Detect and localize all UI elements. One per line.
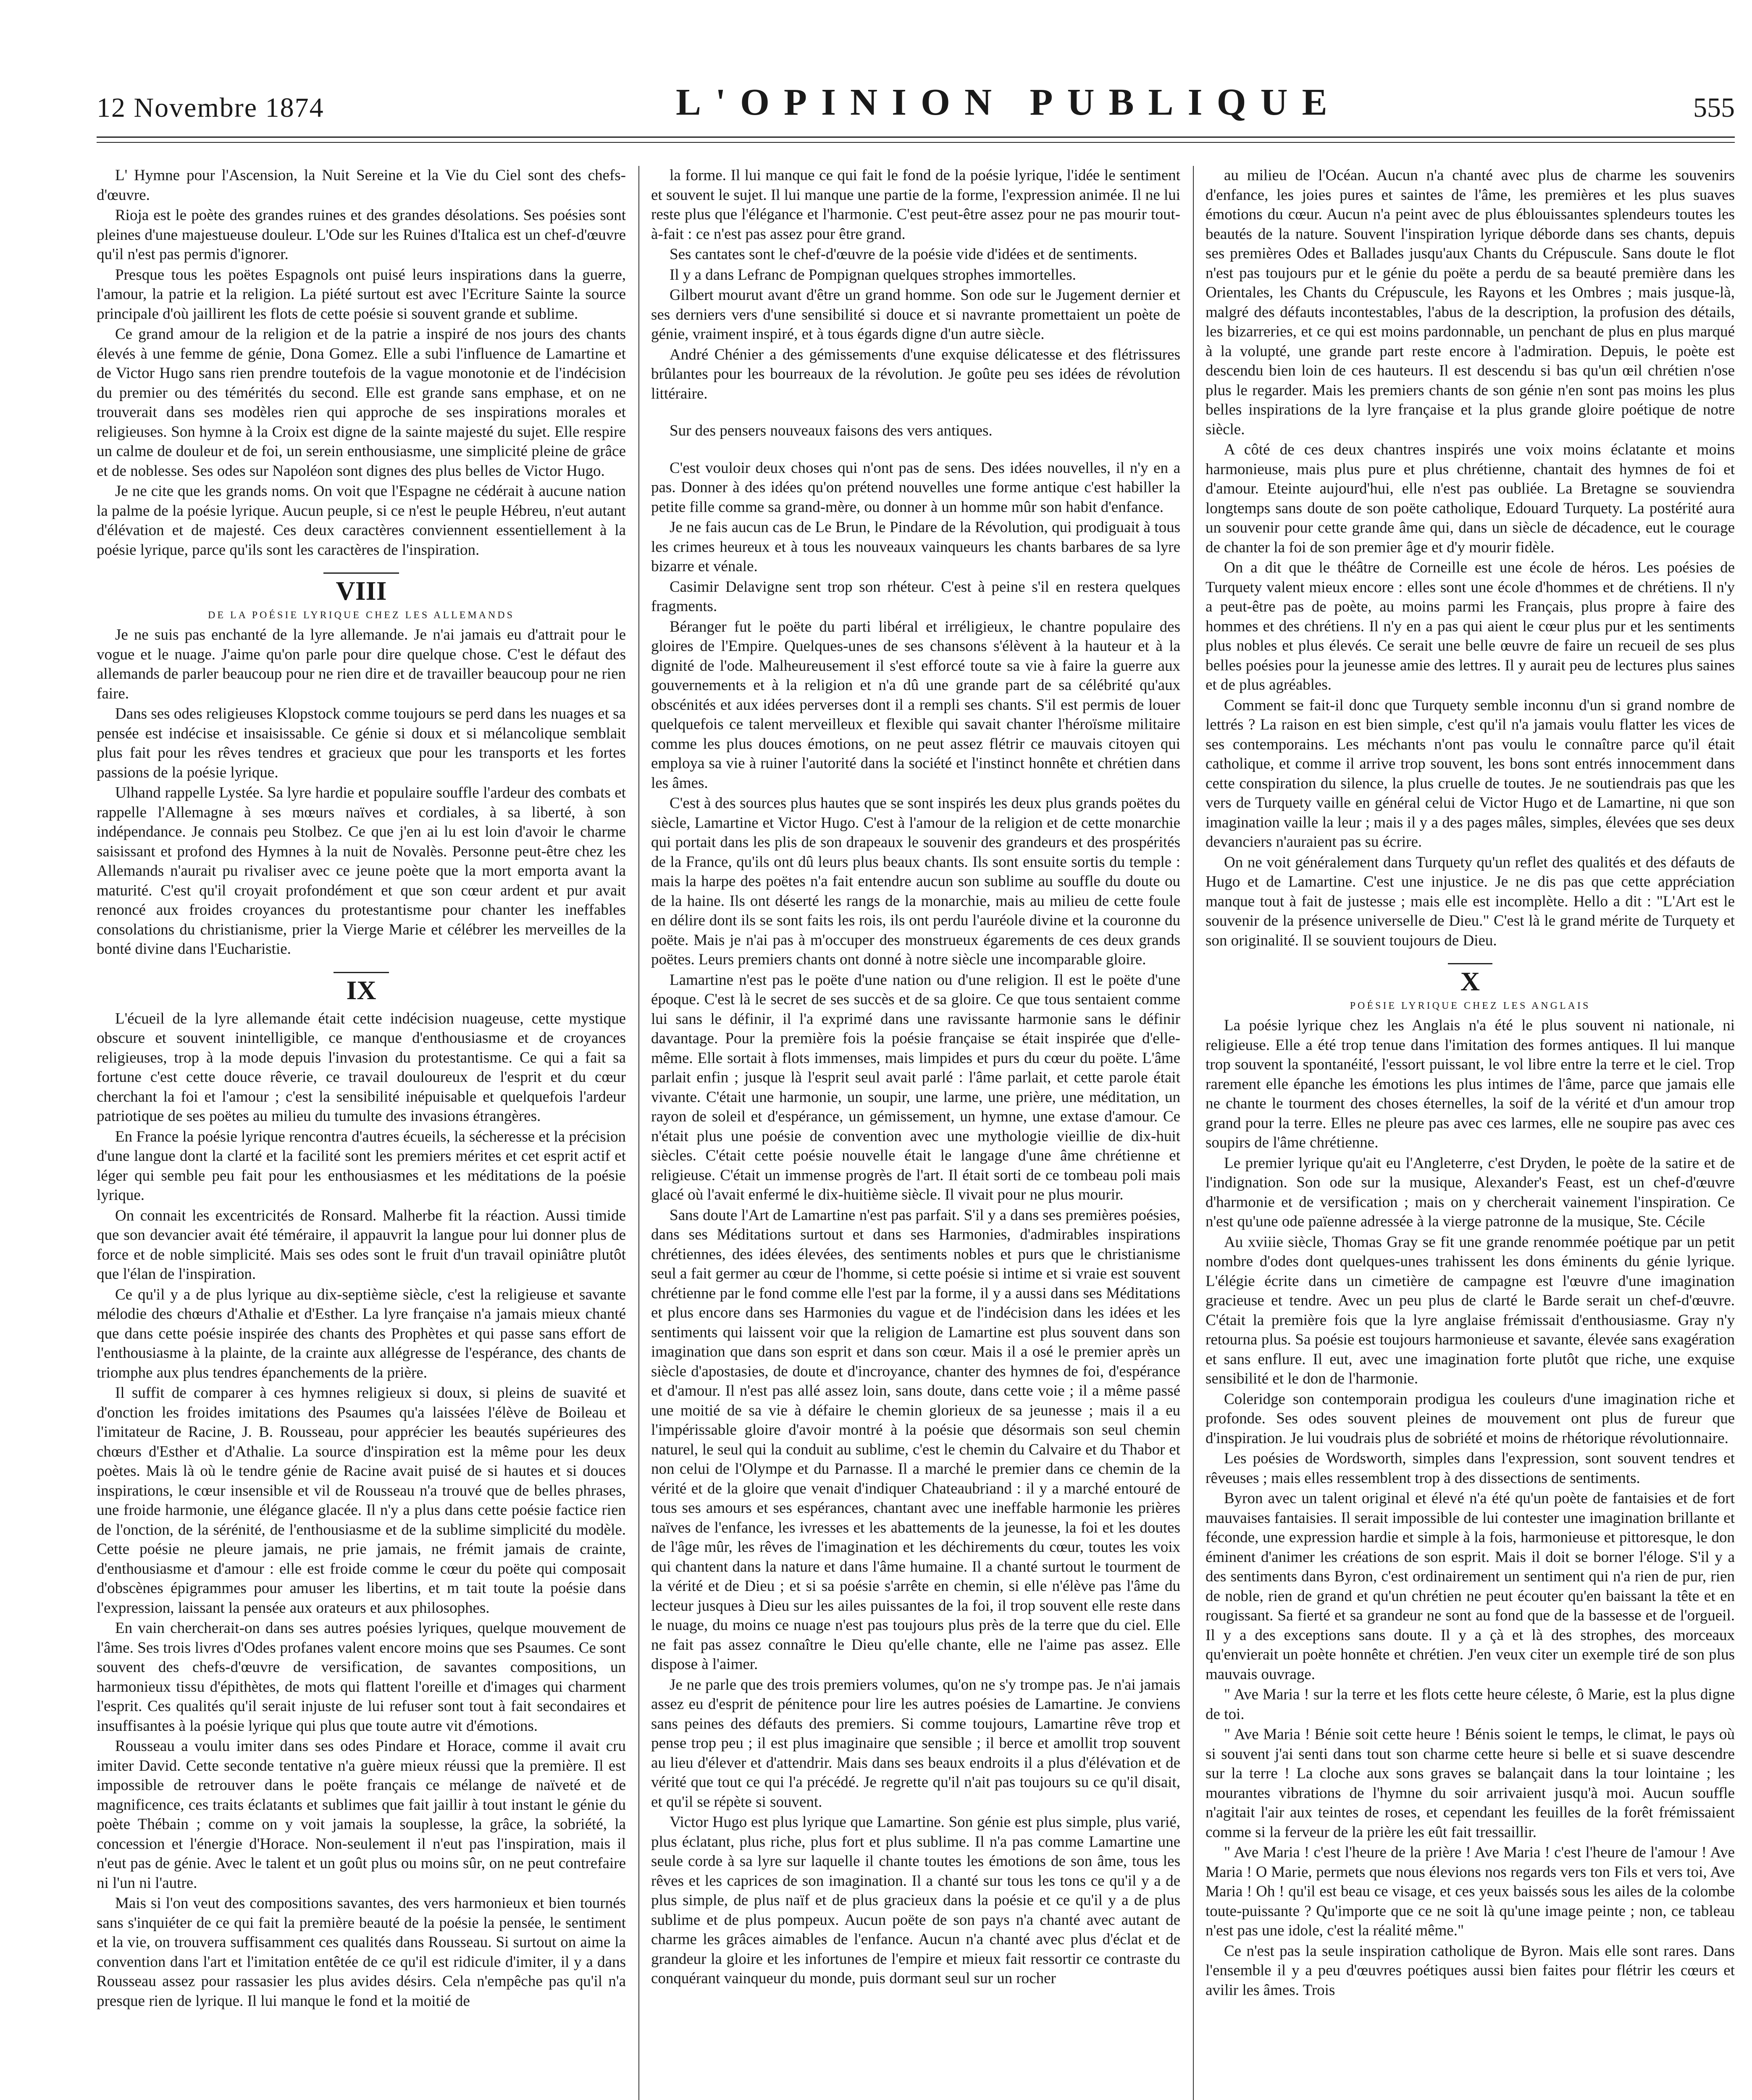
paragraph: La poésie lyrique chez les Anglais n'a été le plus souvent ni nationale, ni religieuse. Elle a été trop tenue dans l'imitation des formes antiques. Il lui manque trop souvent la spontanéité, l'essort puissant, le vol libre entre la terre et le ciel. Trop rarement elle épanche les émotions les plus intimes de l'âme, parce que jamais elle ne chante le tourment des choses éternelles, la soif de la vérité et d'un amour trop grand pour la terre. Elles ne pleure pas avec ces larmes, elle ne soupire pas avec ces soupirs de l'âme chrétienne.	[1206, 1017, 1735, 1151]
paragraph: " Ave Maria ! sur la terre et les flots cette heure céleste, ô Marie, est la plus digne de toi.	[1206, 1686, 1735, 1723]
paragraph: " Ave Maria ! c'est l'heure de la prière ! Ave Maria ! c'est l'heure de l'amour ! Ave Maria ! O Marie, permets que nous élevions nos regards vers ton Fils et vers toi, Ave Maria ! Oh ! qu'il est beau ce visage, et ces yeux baissés sous les ailes de la colombe toute-puissante ? Qu'importe que ce ne soit là qu'une image peinte ; non, ce tableau n'est pas une idole, c'est la réalité même."	[1206, 1844, 1735, 1939]
section-number: X	[1448, 963, 1492, 996]
section-title: DE LA POÉSIE LYRIQUE CHEZ LES ALLEMANDS	[208, 610, 515, 621]
paragraph: Lamartine n'est pas le poëte d'une nation ou d'une religion. Il est le poëte d'une époque. C'est là le secret de ses succès et de sa gloire. Ce que tous sentaient comme lui sans le définir, il l'a exprimé dans une ravissante harmonie sans le définir davantage. Pour la première fois la poésie française se était inspirée que d'elle-même. Elle sortait à flots immenses, mais limpides et purs du cœur du poëte. L'âme parlait enfin ; jusque là l'esprit seul avait parlé : l'âme parlait, et cette parole était vivante. C'était une harmonie, un soupir, une larme, une prière, une méditation, un rayon de soleil et d'espérance, un gémissement, un hymne, une extase d'amour. Ce n'était plus une poésie de convention avec une mythologie vieillie de dix-huit siècles. C'était cette poésie nouvelle était le langage d'une âme chrétienne et religieuse. C'était un immense progrès de l'art. Il était sorti de ce tombeau poli mais glacé où l'avait enfermé le dix-huitième siècle. Il vivait pour ne plus mourir.	[651, 971, 1180, 1203]
paragraph: Coleridge son contemporain prodigua les couleurs d'une imagination riche et profonde. Ses odes souvent pleines de mouvement ont plus de fureur que d'inspiration. Je lui voudrais plus de sobriété et moins de rhétorique révolutionnaire.	[1206, 1390, 1735, 1447]
paragraph: Au xviiie siècle, Thomas Gray se fit une grande renommée poétique par un petit nombre d'odes dont quelques-unes trahissent les dons éminents du génie lyrique. L'élégie écrite dans un cimetière de campagne est l'œuvre d'une imagination gracieuse et tendre. Avec un peu plus de clarté le Barde serait un chef-d'œuvre. C'était la première fois que la lyre anglaise frémissait d'enthousiasme. Gray n'y retourna plus. Sa poésie est toujours harmonieuse et savante, élevée sans exagération et sans enflure. Il eut, avec une imagination forte plutôt que riche, une exquise sensibilité et le don de l'harmonie.	[1206, 1233, 1735, 1387]
paragraph: A côté de ces deux chantres inspirés une voix moins éclatante et moins harmonieuse, mais plus pure et plus chrétienne, chantait des hymnes de foi et d'amour. Eteinte aujourd'hui, elle n'est pas oubliée. La Bretagne se souviendra longtemps sans doute de son poëte catholique, Edouard Turquety. La postérité aura un souvenir pour cette grande âme qui, dans un siècle de décadence, eut le courage de chanter la foi de son premier âge et d'y mourir fidèle.	[1206, 441, 1735, 556]
paragraph: Mais si l'on veut des compositions savantes, des vers harmonieux et bien tournés sans s'inquiéter de ce qui fait la première beauté de la poésie la pensée, le sentiment et la vie, on trouvera suffisamment ces qualités dans Rousseau. Si surtout on aime la convention dans l'art et l'imitation entêtée de ce qu'il est ridicule d'imiter, il y a dans Rousseau assez pour rassasier les plus avides désirs. Cela n'empêche pas qu'il n'a presque rien de lyrique. Il lui manque le fond et la moitié de	[97, 1895, 626, 2010]
masthead-rule	[97, 136, 1735, 143]
masthead	[97, 78, 1735, 124]
paragraph: Il suffit de comparer à ces hymnes religieux si doux, si pleins de suavité et d'onction les froides imitations des Psaumes qu'a laissées l'élève de Boileau et l'imitateur de Racine, J. B. Rousseau, pour apprécier les beautés supérieures des chœurs d'Esther et d'Athalie. La source d'inspiration est la même pour les deux poètes. Mais là où le tendre génie de Racine avait puisé de si hautes et si douces inspirations, le cœur insensible et vil de Rousseau n'a trouvé que de belles phrases, une froide harmonie, une élégance glacée. Il n'y a plus dans cette poésie factice rien de l'onction, de la sérénité, de l'enthousiasme et de la sublime simplicité du modèle. Cette poésie ne pleure jamais, ne prie jamais, ne frémit jamais de crainte, d'enthousiasme et d'amour : elle est froide comme le cœur du poëte qui composait d'obscènes épigrammes pour amuser les libertins, et m tait toute la poésie dans l'expression, laissant la pensée aux orateurs et aux philosophes.	[97, 1384, 626, 1617]
section-heading-viii	[97, 572, 626, 621]
spacer	[651, 404, 1180, 421]
paragraph: Je ne fais aucun cas de Le Brun, le Pindare de la Révolution, qui prodiguait à tous les crimes heureux et à tous les nouveaux vainqueurs les chants barbares de sa lyre bizarre et vénale.	[651, 519, 1180, 575]
paragraph: Ses cantates sont le chef-d'œuvre de la poésie vide d'idées et de sentiments.	[670, 246, 1137, 263]
paragraph: On connait les excentricités de Ronsard. Malherbe fit la réaction. Aussi timide que son devancier avait été téméraire, il appauvrit la langue pour lui donner plus de force et de noble simplicité. Mais ses odes sont le fruit d'un travail opiniâtre plutôt que l'élan de l'inspiration.	[97, 1207, 626, 1283]
article-columns	[97, 166, 1735, 2100]
paragraph: André Chénier a des gémissements d'une exquise délicatesse et des flétrissures brûlantes pour les bourreaux de la révolution. Je goûte peu ses idées de révolution littéraire.	[651, 346, 1180, 402]
issue-date: 12 Novembre 1874	[97, 92, 324, 123]
paragraph: Presque tous les poëtes Espagnols ont puisé leurs inspirations dans la guerre, l'amour, la patrie et la religion. La piété surtout est avec l'Ecriture Sainte la source principale d'où jaillirent les flots de cette poésie si souvent grande et sublime.	[97, 266, 626, 323]
paragraph: Ce qu'il y a de plus lyrique au dix-septième siècle, c'est la religieuse et savante mélodie des chœurs d'Athalie et d'Esther. La lyre française n'a jamais mieux chanté que dans cette poésie inspirée des chants des Prophètes et qui passe sans effort de l'enthousiasme à la plainte, de la crainte aux allégresse de l'espérance, des chants de triomphe aux plus tendres épanchements de la prière.	[97, 1286, 626, 1381]
paragraph: Je ne suis pas enchanté de la lyre allemande. Je n'ai jamais eu d'attrait pour le vogue et le nuage. J'aime qu'on parle pour dire quelque chose. C'est le défaut des allemands de parler beaucoup pour ne rien dire et de travailler beaucoup pour ne rien faire.	[97, 626, 626, 702]
column-divider	[638, 166, 639, 2100]
paragraph: Le premier lyrique qu'ait eu l'Angleterre, c'est Dryden, le poète de la satire et de l'indignation. Son ode sur la musique, Alexander's Feast, est un chef-d'œuvre d'harmonie et de versification ; mais on y chercherait vainement l'inspiration. Ce n'est qu'une ode païenne adressée à la vierge patronne de la musique, Ste. Cécile	[1206, 1154, 1735, 1230]
paragraph: Les poésies de Wordsworth, simples dans l'expression, sont souvent tendres et rêveuses ; mais elles ressemblent trop à des dissections de sentiments.	[1206, 1450, 1735, 1487]
verse-quote: Sur des pensers nouveaux faisons des vers antiques.	[670, 422, 993, 439]
section-heading-x	[1206, 963, 1735, 1012]
paragraph: En vain chercherait-on dans ses autres poésies lyriques, quelque mouvement de l'âme. Ses trois livres d'Odes profanes valent encore moins que ses Psaumes. Ce sont souvent des chefs-d'œuvre de versification, de savantes compositions, un harmonieux tissu d'épithètes, de mots qui flattent l'oreille et d'images qui charment l'esprit. Ces qualités qu'il serait injuste de lui refuser sont tout à fait secondaires et insuffisantes à la poésie lyrique qui plus que toute autre vit d'émotions.	[97, 1620, 626, 1735]
paragraph: Rousseau a voulu imiter dans ses odes Pindare et Horace, comme il avait cru imiter David. Cette seconde tentative n'a guère mieux réussi que la première. Il est impossible de retrouver dans le poëte français ce mélange de naïveté et de magnificence, ces traits éclatants et sublimes que fait jaillir à tout instant le génie du poète Thébain ; comme on y voit jamais la souplesse, la grâce, la sobriété, la concession et l'énergie d'Horace. Non-seulement il n'eut pas l'inspiration, mais il n'eut pas de génie. Avec le talent et un goût plus ou moins sûr, on ne peut contrefaire ni l'un ni l'autre.	[97, 1738, 626, 1892]
paragraph: " Ave Maria ! Bénie soit cette heure ! Bénis soient le temps, le climat, le pays où si souvent j'ai senti dans tout son charme cette heure si belle et si suave descendre sur la terre ! La cloche aux sons graves se balançait dans la tour lointaine ; les mourantes vibrations de l'hymne du soir arrivaient jusqu'à moi. Aucun souffle n'agitait l'air aux teintes de roses, et cependant les feuilles de la forêt frémissaient comme si la ferveur de la prière les eût fait tressaillir.	[1206, 1726, 1735, 1841]
column-2	[651, 166, 1180, 2100]
paragraph: Gilbert mourut avant d'être un grand homme. Son ode sur le Jugement dernier et ses derniers vers d'une sensibilité si douce et si navrante promettaient un poète de génie, vraiment inspiré, et à tous égards digne d'un autre siècle.	[651, 286, 1180, 343]
paragraph: Victor Hugo est plus lyrique que Lamartine. Son génie est plus simple, plus varié, plus éclatant, plus riche, plus fort et plus sublime. Il n'a pas comme Lamartine une seule corde à sa lyre sur laquelle il chante toutes les émotions de son âme, tous les rêves et les caprices de son imagination. Il a chanté sur tous les tons ce qu'il y a de plus simple, de plus naïf et de plus gracieux dans la poésie et ce qu'il y a de plus sublime et de plus pompeux. Aucun poëte de son pays n'a chanté avec autant de charme les grâces aimables de l'enfance. Aucun n'a chanté avec plus d'éclat et de grandeur la gloire et les infortunes de l'empire et mieux fait ressortir ce contraste du conquérant vainqueur du monde, puis dormant seul sur un rocher	[651, 1814, 1180, 1987]
section-number: IX	[334, 972, 389, 1005]
paragraph: On ne voit généralement dans Turquety qu'un reflet des qualités et des défauts de Hugo et de Lamartine. C'est une injustice. Je ne dis pas que cette appréciation manque tout à fait de justesse ; mais elle est incomplète. Hello a dit : "L'Art est le souvenir de la présence universelle de Dieu." C'est là le grand mérite de Turquety et son originalité. Il se souvient toujours de Dieu.	[1206, 853, 1735, 949]
column-3	[1206, 166, 1735, 2100]
paragraph: Sans doute l'Art de Lamartine n'est pas parfait. S'il y a dans ses premières poésies, dans ses Méditations surtout et dans ses Harmonies, d'admirables inspirations chrétiennes, des idées élevées, des sentiments nobles et purs que le christianisme seul a fait germer au cœur de l'homme, si cette poésie si intime et si vraie est souvent chrétienne par le fond comme elle l'est par la forme, il y a aussi dans ses Méditations et plus encore dans ses Harmonies du vague et de l'indécision dans les idées et les sentiments qui laissent voir que la religion de Lamartine est plus souvent dans son imagination que dans son esprit et dans son cœur. Mais il a osé le premier après un siècle d'apostasies, de doute et d'incroyance, chanter des hymnes de foi, d'espérance et d'amour. Il n'est pas allé assez loin, sans doute, dans cette voie ; il a même passé une moitié de sa vie à défaire le chemin glorieux de sa jeunesse ; mais il a eu l'impérissable gloire d'avoir montré à la poésie que désormais son seul chemin naturel, le seul qui la conduit au sublime, c'est le chemin du Calvaire et du Thabor et non celui de l'Olympe et du Parnasse. Il a marché le premier dans ce chemin de la vérité et de la gloire que venait d'indiquer Chateaubriand : il y a marché entouré de tous ses amours et ses espérances, chantant avec une ineffable harmonie les prières naïves de l'enfance, les ivresses et les abattements de la jeunesse, la foi et les doutes de l'âge mûr, les rêves de l'imagination et les déchirements du cœur, toutes les voix qui chantent dans la nature et dans l'âme humaine. Il a chanté surtout le tourment de la vérité et de Dieu ; et si sa poésie s'arrête en chemin, si elle n'élève pas l'âme du lecteur jusques à Dieu sur les ailes puissantes de la foi, il trop souvent elle reste dans le nuage, du moins ce nuage n'est pas toujours plus près de la terre que du ciel. Elle ne fait pas assez connaître le Dieu qu'elle chante, elle ne l'aime pas assez. Elle dispose à l'aimer.	[651, 1206, 1180, 1673]
spacer	[651, 442, 1180, 459]
paragraph: Je ne parle que des trois premiers volumes, qu'on ne s'y trompe pas. Je n'ai jamais assez eu d'esprit de pénitence pour lire les autres poésies de Lamartine. Je conviens sans peines des défauts des premiers. Si comme toujours, Lamartine rêve trop et pense trop peu ; il est plus imaginaire que sensible ; il berce et amollit trop souvent au lieu d'élever et d'attendrir. Mais dans ses beaux endroits il a plus d'élévation et de vérité que tout ce qui l'a précédé. Je regrette qu'il n'ait pas toujours su ce qu'il disait, et qu'il se répète si souvent.	[651, 1676, 1180, 1811]
newspaper-title: L'OPINION PUBLIQUE	[675, 81, 1342, 123]
page-number: 555	[1693, 92, 1735, 123]
section-title: POÉSIE LYRIQUE CHEZ LES ANGLAIS	[1350, 1000, 1591, 1011]
paragraph: Casimir Delavigne sent trop son rhéteur. C'est à peine s'il en restera quelques fragments.	[651, 578, 1180, 615]
paragraph: C'est à des sources plus hautes que se sont inspirés les deux plus grands poëtes du siècle, Lamartine et Victor Hugo. C'est à l'amour de la religion et de cette monarchie qui portait dans les plis de son drapeaux le souvenir des grandeurs et des prospérités de la France, qu'ils ont dû leurs plus beaux chants. Ils sont ensuite sortis du temple : mais la harpe des poëtes n'a fait entendre aucun son sublime au souffle du doute ou de la haine. Ils ont déserté les rangs de la monarchie, mais au milieu de cette foule en délire dont ils se sont faits les rois, ils ont perdu l'auréole divine et la couronne du poëte. Mais je n'ai pas à m'occuper des monstrueux égarements de ces deux grands poëtes. Leurs premiers chants ont donné à notre siècle une incomparable gloire.	[651, 795, 1180, 968]
paragraph: Il y a dans Lefranc de Pompignan quelques strophes immortelles.	[670, 266, 1076, 284]
paragraph: Béranger fut le poëte du parti libéral et irréligieux, le chantre populaire des gloires de l'Empire. Quelques-unes de ses chansons s'élèvent à la hauteur et à la dignité de l'ode. Malheureusement il s'est efforcé toute sa vie à faire la guerre aux gouvernements et à la religion et n'a dû une grande part de sa célébrité qu'aux obscénités et aux idées perverses dont il a rempli ses chants. S'il est permis de louer quelquefois ce talent merveilleux et flexible qui savait chanter l'héroïsme militaire comme les plus douces émotions, on ne peut assez flétrir ce mauvais citoyen qui employa sa vie à ruiner l'autorité dans la société et l'instinct honnête et chrétien dans les âmes.	[651, 618, 1180, 792]
newspaper-page	[97, 78, 1735, 2100]
paragraph: C'est vouloir deux choses qui n'ont pas de sens. Des idées nouvelles, il n'y en a pas. Donner à des idées qu'on prétend nouvelles une forme antique c'est habiller la petite fille comme sa grand-mère, ou donner à un homme mûr son habit d'enfance.	[651, 459, 1180, 516]
paragraph: Dans ses odes religieuses Klopstock comme toujours se perd dans les nuages et sa pensée est indécise et insaisissable. Ce génie si doux et si mélancolique semblait plus fait pour les rêves tendres et gracieux que pour les transports et les fortes passions de la poésie lyrique.	[97, 705, 626, 781]
paragraph: Ulhand rappelle Lystée. Sa lyre hardie et populaire souffle l'ardeur des combats et rappelle l'Allemagne à ses mœurs naïves et cordiales, à sa liberté, à son indépendance. Je connais peu Stolbez. Ce que j'en ai lu est loin d'avoir le charme saisissant et profond des Hymnes à la nuit de Novalès. Personne peut-être chez les Allemands n'aurait pu rivaliser avec ce jeune poète que la mort emporta avant la maturité. C'est qu'il croyait profondément et que son cœur ardent et pur avait renoncé aux froides croyances du protestantisme pour chanter les ineffables consolations du christianisme, prier la Vierge Marie et célébrer les merveilles de la bonté divine dans l'Eucharistie.	[97, 784, 626, 958]
section-number: VIII	[323, 572, 399, 606]
section-heading-ix	[97, 972, 626, 1005]
paragraph: On a dit que le théâtre de Corneille est une école de héros. Les poésies de Turquety valent mieux encore : elles sont une école d'hommes et de chrétiens. Il n'y a peut-être pas de poète, au moins parmi les Français, plus propre à faire des hommes et des chrétiens. Il n'y en a pas qui aient le cœur plus pur et les sentiments plus nobles et plus élevés. Ce serait une belle œuvre de faire un recueil de ses plus belles poésies pour la jeunesse amie des lettres. Il y aurait peu de lectures plus saines et de plus agréables.	[1206, 559, 1735, 693]
paragraph: au milieu de l'Océan. Aucun n'a chanté avec plus de charme les souvenirs d'enfance, les joies pures et saintes de l'âme, les premières et les plus suaves émotions du cœur. Aucun n'a peint avec de plus éblouissantes splendeurs toutes les beautés de la nature. Souvent l'inspiration lyrique déborde dans ses chants, depuis ses premières Odes et Ballades jusqu'aux Chants du Crépuscule. Sans doute le flot n'est pas toujours pur et le génie du poëte a perdu de sa beauté première dans les Orientales, les Chants du Crépuscule, les Rayons et les Ombres ; mais jusque-là, malgré des défauts incontestables, l'abus de la description, la profusion des détails, les bizarreries, et ce qui est moins pardonnable, un penchant de plus en plus marqué à la volupté, une grande part reste encore à l'admiration. Depuis, le poète est descendu bien loin de ces hauteurs. Il est descendu si bas qu'un œil chrétien n'ose plus le regarder. Mais les premiers chants de son génie n'en sont pas moins les plus belles inspirations de la lyre française et la plus grande gloire poétique de notre siècle.	[1206, 167, 1735, 438]
paragraph: Ce n'est pas la seule inspiration catholique de Byron. Mais elle sont rares. Dans l'ensemble il y a peu d'œuvres poétiques aussi bien faites pour flétrir les cœurs et avilir les âmes. Trois	[1206, 1942, 1735, 1999]
paragraph: la forme. Il lui manque ce qui fait le fond de la poésie lyrique, l'idée le sentiment et souvent le sujet. Il lui manque une partie de la forme, l'expression animée. Il ne lui reste plus que l'élégance et l'harmonie. C'est peut-être assez pour ne pas mourir tout-à-fait : ce n'est pas assez pour être grand.	[651, 167, 1180, 243]
column-divider	[1193, 166, 1194, 2100]
paragraph: L' Hymne pour l'Ascension, la Nuit Sereine et la Vie du Ciel sont des chefs-d'œuvre.	[97, 167, 626, 204]
paragraph: En France la poésie lyrique rencontra d'autres écueils, la sécheresse et la précision d'une langue dont la clarté et la facilité sont les premiers mérites et cet esprit actif et léger qui semble peu fait pour les enthousiasmes et les méditations de la poésie lyrique.	[97, 1128, 626, 1204]
paragraph: Byron avec un talent original et élevé n'a été qu'un poète de fantaisies et de fort mauvaises fantaisies. Il serait impossible de lui contester une imagination brillante et féconde, une expression hardie et simple à la fois, harmonieuse et pittoresque, le don éminent d'animer les créations de son esprit. Mais il doit se borner l'éloge. S'il y a des sentiments dans Byron, c'est ordinairement un sentiment qui n'a rien de pur, rien de noble, rien de grand et qu'un chrétien ne peut écouter qu'en baissant la tête et en rougissant. Sa fierté et sa grandeur ne sont au fond que de la bassesse et de l'orgueil. Il y a des exceptions sans doute. Il y a çà et là des strophes, des morceaux qu'envierait un poète honnête et chrétien. J'en veux citer un exemple tiré de son plus mauvais ouvrage.	[1206, 1490, 1735, 1683]
paragraph: Rioja est le poète des grandes ruines et des grandes désolations. Ses poésies sont pleines d'une majestueuse douleur. L'Ode sur les Ruines d'Italica est un chef-d'œuvre qu'il n'est pas permis d'ignorer.	[97, 207, 626, 263]
paragraph: Je ne cite que les grands noms. On voit que l'Espagne ne cédérait à aucune nation la palme de la poésie lyrique. Aucun peuple, si ce n'est le peuple Hébreu, n'eut autant d'élévation et de majesté. Ces deux caractères conviennent essentiellement à la poésie lyrique, parce qu'ils sont les caractères de l'inspiration.	[97, 483, 626, 559]
column-1	[97, 166, 626, 2100]
paragraph: Comment se fait-il donc que Turquety semble inconnu d'un si grand nombre de lettrés ? La raison en est bien simple, c'est qu'il n'a jamais voulu flatter les vices de ses contemporains. Les méchants n'ont pas voulu le connaître parce qu'il était catholique, et comme il arrive trop souvent, les bons sont entrés innocemment dans cette conspiration du silence, la plus cruelle de toutes. Je ne soutiendrais pas que les vers de Turquety vaille en général celui de Victor Hugo et de Lamartine, ni que son imagination vaille la leur ; mais il y a des pages mâles, simples, élevées que ses deux devanciers n'auraient pas su écrire.	[1206, 696, 1735, 850]
paragraph: L'écueil de la lyre allemande était cette indécision nuageuse, cette mystique obscure et souvent inintelligible, ce manque d'enthousiasme et de croyances religieuses, trop à la mode depuis l'invasion du protestantisme. Ce qui a fait sa fortune c'est cette douce rêverie, ce travail douloureux de l'esprit et du cœur cherchant la foi et l'amour ; c'est la sensibilité inépuisable et quelquefois l'ardeur patriotique de ses poëtes au milieu du tumulte des invasions étrangères.	[97, 1010, 626, 1125]
paragraph: Ce grand amour de la religion et de la patrie a inspiré de nos jours des chants élevés à une femme de génie, Dona Gomez. Elle a subi l'influence de Lamartine et de Victor Hugo sans rien prendre toutefois de la vague monotonie et de l'indécision du premier ou des témérités du second. Elle est grande sans emphase, et on ne trouverait dans ses modèles rien qui approche de ses inspirations morales et religieuses. Son hymne à la Croix est digne de la sainte majesté du sujet. Elle respire un calme de douleur et de foi, un serein enthousiasme, une simplicité pleine de grâce et de noblesse. Ses odes sur Napoléon sont dignes des plus belles de Victor Hugo.	[97, 326, 626, 480]
